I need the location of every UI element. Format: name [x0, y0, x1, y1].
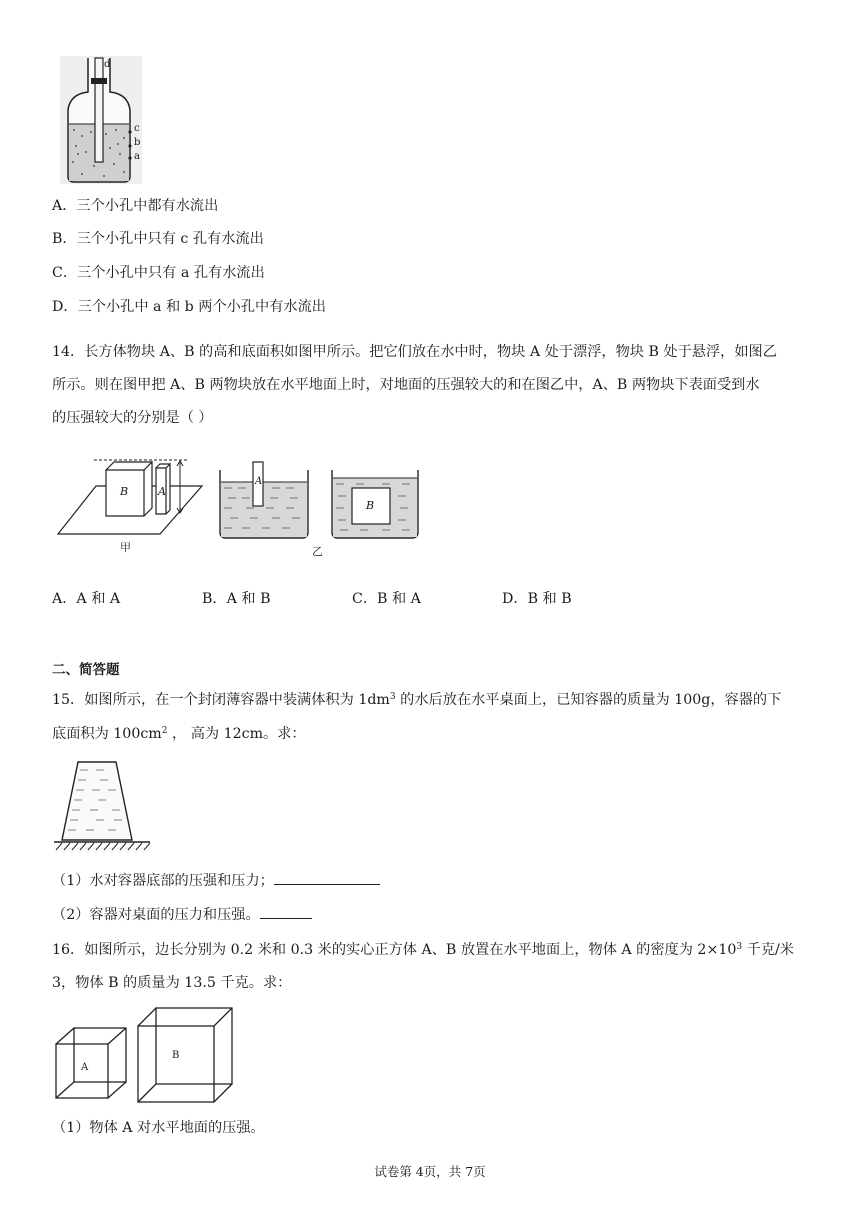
yi-block-a-label: A [255, 476, 263, 487]
q16-sub-1: （1）物体 A 对水平地面的压强。 [52, 1120, 265, 1136]
q15-line-2: 底面积为 $100cm^2$ ， 高为 12cm。求： [52, 726, 306, 742]
label-d: d [104, 59, 111, 70]
q14-option-b: B．A 和 B [202, 591, 271, 607]
q14-option-c: C．B 和 A [352, 591, 421, 607]
jia-block-a-label: A [158, 485, 166, 498]
q15-container-figure [52, 758, 152, 854]
cube-b-label: B [172, 1050, 180, 1061]
q15-sub-1: （1）水对容器底部的压强和压力； [52, 870, 380, 891]
q14-line-3: 的压强较大的分别是（ ） [52, 410, 213, 426]
cube-a-label: A [81, 1062, 89, 1073]
page-footer: 试卷第 4页，共 7页 [374, 1164, 486, 1179]
yi-caption: 乙 [312, 545, 323, 558]
q14-figure-jia [56, 456, 206, 556]
label-a: a [134, 151, 140, 162]
q14-figure-yi [216, 458, 420, 562]
q13-bottle-figure [58, 54, 148, 186]
q15-line-1: 15．如图所示，在一个封闭薄容器中装满体积为 $1dm^3$ 的水后放在水平桌面上，已知容器的质量为 100g，容器的下 [52, 692, 782, 708]
label-c: c [134, 123, 140, 134]
q16-line-1: 16．如图所示，边长分别为 0.2 米和 0.3 米的实心正方体 A、B 放置在水平地面上，物体 A 的密度为 $2\times 10^3$ 千克/米 [52, 942, 794, 958]
label-b: b [134, 137, 141, 148]
q13-option-d: D．三个小孔中 a 和 b 两个小孔中有水流出 [52, 299, 326, 315]
q15-sub-2: （2）容器对桌面的压力和压强。 [52, 904, 312, 925]
q14-option-d: D．B 和 B [502, 591, 572, 607]
q13-option-b: B．三个小孔中只有 c 孔有水流出 [52, 231, 264, 247]
jia-block-b-label: B [120, 485, 129, 498]
q13-option-c: C．三个小孔中只有 a 孔有水流出 [52, 265, 265, 281]
q14-line-2: 所示。则在图甲把 A、B 两物块放在水平地面上时，对地面的压强较大的和在图乙中，A、B 两物块下表面受到水 [52, 377, 760, 393]
jia-caption: 甲 [120, 541, 131, 554]
q16-line-2: 3，物体 B 的质量为 13.5 千克。求： [52, 975, 292, 991]
q15-answer-blank-1[interactable] [274, 870, 380, 885]
section-heading: 二、简答题 [52, 662, 120, 678]
q14-option-a: A．A 和 A [52, 591, 121, 607]
q15-answer-blank-2[interactable] [260, 904, 312, 919]
yi-block-b-label: B [366, 499, 375, 512]
q13-option-a: A．三个小孔中都有水流出 [52, 198, 219, 214]
q16-cubes-figure [52, 1006, 242, 1108]
q14-line-1: 14．长方体物块 A、B 的高和底面积如图甲所示。把它们放在水中时，物块 A 处于漂浮，物块 B 处于悬浮，如图乙 [52, 344, 777, 360]
